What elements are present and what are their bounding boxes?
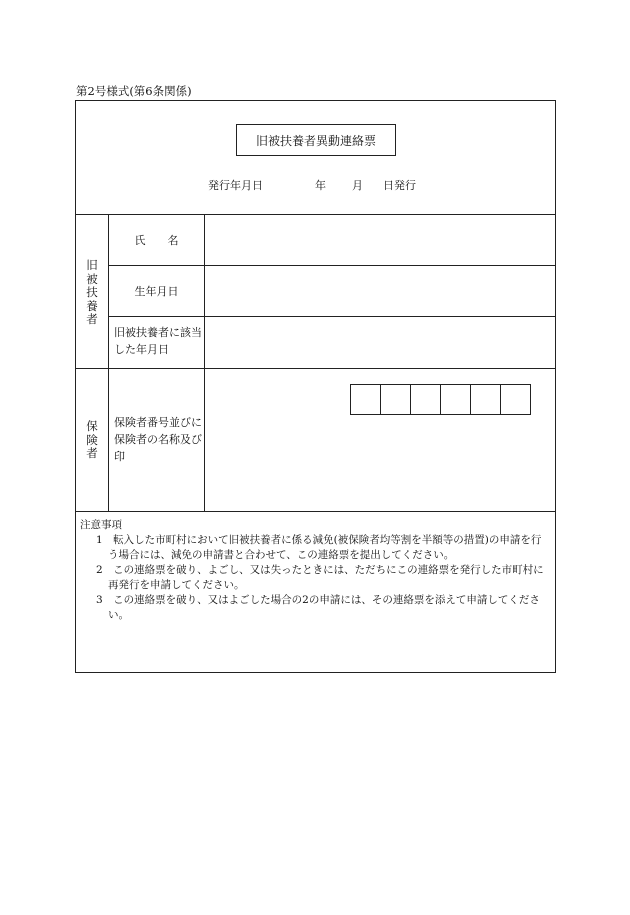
issue-year-label: 年 bbox=[315, 179, 326, 192]
form-frame bbox=[75, 100, 556, 673]
insurer-number-box[interactable] bbox=[381, 384, 411, 415]
issue-day-label: 日発行 bbox=[383, 179, 416, 192]
insurer-number-box[interactable] bbox=[441, 384, 471, 415]
issue-date-label: 発行年月日 bbox=[208, 179, 263, 192]
rule-birth-bottom bbox=[108, 316, 555, 317]
insurer-number-boxes bbox=[350, 384, 531, 415]
rule-section-divider bbox=[108, 214, 109, 511]
insurer-number-box[interactable] bbox=[501, 384, 531, 415]
note-item: 2 この連絡票を破り、よごし、又は失ったときには、ただちにこの連絡票を発行した市町村に再発行を申請してください。 bbox=[96, 564, 544, 591]
insurer-number-box[interactable] bbox=[411, 384, 441, 415]
insurer-number-box[interactable] bbox=[471, 384, 501, 415]
name-label: 氏 名 bbox=[134, 234, 179, 247]
issue-month-label: 月 bbox=[352, 179, 363, 192]
rule-header-bottom bbox=[76, 214, 555, 215]
insurer-section-label: 保険者 bbox=[86, 419, 98, 460]
issue-date-line bbox=[208, 177, 416, 193]
insurer-number-box[interactable] bbox=[351, 384, 381, 415]
date-became-dependent-label: 旧被扶養者に該当した年月日 bbox=[114, 326, 202, 356]
insurer-field-label: 保険者番号並びに保険者の名称及び印 bbox=[114, 416, 202, 463]
rule-dependent-bottom bbox=[76, 368, 555, 369]
notes-section bbox=[80, 518, 550, 623]
birth-date-label: 生年月日 bbox=[134, 285, 179, 298]
rule-label-divider bbox=[204, 214, 205, 511]
form-title: 旧被扶養者異動連絡票 bbox=[236, 124, 396, 156]
form-caption: 第2号様式(第6条関係) bbox=[76, 84, 192, 98]
rule-name-bottom bbox=[108, 265, 555, 266]
notes-heading: 注意事項 bbox=[80, 519, 122, 531]
note-item: 1 転入した市町村において旧被扶養者に係る減免(被保険者均等割を半額等の措置)の申請を行う場合には、減免の申請書と合わせて、この連絡票を提出してください。 bbox=[96, 534, 542, 561]
note-item: 3 この連絡票を破り、又はよごした場合の2の申請には、その連絡票を添えて申請してください。 bbox=[96, 594, 540, 621]
former-dependent-section-label: 旧被扶養者 bbox=[86, 258, 98, 326]
rule-insurer-bottom bbox=[76, 511, 555, 512]
